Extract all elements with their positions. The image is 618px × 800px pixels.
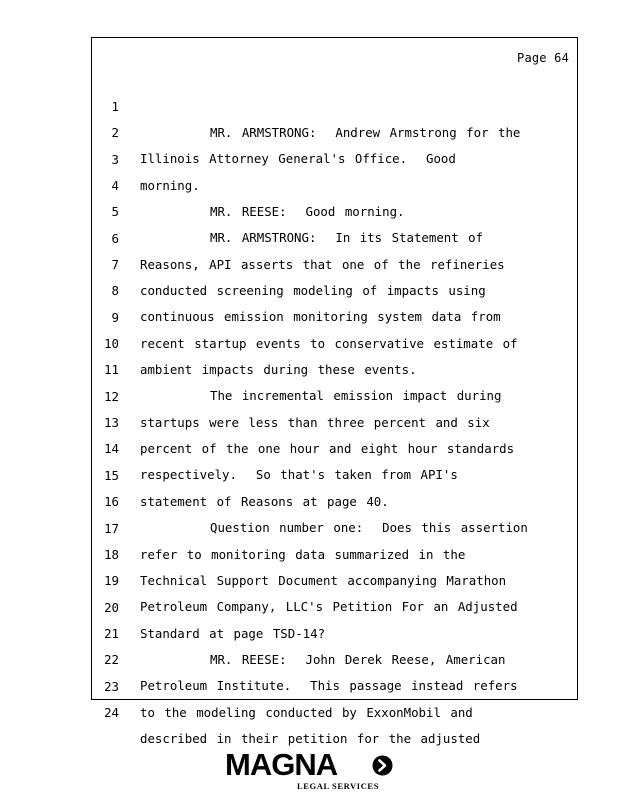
logo-wordmark: MAGNA bbox=[225, 747, 338, 782]
line-number: 14 bbox=[104, 441, 119, 457]
line-number: 4 bbox=[111, 178, 119, 194]
line-text: conducted screening modeling of impacts using bbox=[140, 283, 486, 299]
line-text: MR. ARMSTRONG: In its Statement of bbox=[210, 230, 484, 246]
line-number: 1 bbox=[111, 99, 119, 114]
line-number: 24 bbox=[104, 704, 119, 720]
line-text: Petroleum Institute. This passage instead refers bbox=[140, 678, 518, 694]
line-number: 17 bbox=[104, 520, 119, 536]
line-text: to the modeling conducted by ExxonMobil and bbox=[140, 704, 473, 720]
line-number: 12 bbox=[104, 388, 119, 404]
line-text: MR. REESE: John Derek Reese, American bbox=[210, 651, 506, 667]
line-text: respectively. So that's taken from API's bbox=[140, 467, 458, 483]
line-text: Reasons, API asserts that one of the refineries bbox=[140, 256, 505, 272]
line-text: Illinois Attorney General's Office. Good bbox=[140, 151, 456, 167]
line-number: 2 bbox=[111, 125, 119, 141]
line-number: 16 bbox=[104, 494, 119, 510]
line-number: 23 bbox=[104, 678, 119, 694]
line-text: Standard at page TSD-14? bbox=[140, 625, 326, 641]
line-text: MR. ARMSTRONG: Andrew Armstrong for the bbox=[210, 125, 521, 140]
line-text: MR. REESE: Good morning. bbox=[210, 204, 405, 220]
line-number: 5 bbox=[111, 204, 119, 220]
page-number: Page 64 bbox=[517, 51, 569, 65]
line-text: Petroleum Company, LLC's Petition For an Adjusted bbox=[140, 599, 518, 615]
line-number: 7 bbox=[111, 257, 119, 273]
line-number: 21 bbox=[104, 625, 119, 641]
right-arrow-circle-icon bbox=[372, 755, 393, 776]
line-text: The incremental emission impact during bbox=[210, 388, 502, 404]
transcript-line bbox=[92, 147, 577, 220]
line-text: ambient impacts during these events. bbox=[140, 362, 417, 378]
line-number: 6 bbox=[111, 230, 119, 246]
line-text: percent of the one hour and eight hour standards bbox=[140, 441, 515, 457]
line-number: 3 bbox=[111, 151, 119, 167]
magna-logo bbox=[225, 748, 395, 792]
transcript-lines bbox=[92, 68, 577, 746]
transcript-page bbox=[91, 37, 578, 746]
line-number: 13 bbox=[104, 415, 119, 431]
line-text: continuous emission monitoring system data from bbox=[140, 309, 501, 325]
line-number: 9 bbox=[111, 309, 119, 325]
transcript-line bbox=[92, 68, 577, 140]
line-number: 15 bbox=[104, 467, 119, 483]
line-text: refer to monitoring data summarized in the bbox=[140, 546, 466, 562]
line-text: described in their petition for the adjusted bbox=[140, 730, 481, 746]
line-text: startups were less than three percent and six bbox=[140, 414, 490, 430]
line-text: Technical Support Document accompanying Marathon bbox=[140, 572, 507, 588]
line-number: 22 bbox=[104, 652, 119, 668]
line-text: morning. bbox=[140, 177, 200, 193]
line-number: 18 bbox=[104, 546, 119, 562]
line-number: 8 bbox=[111, 283, 119, 299]
line-text: statement of Reasons at page 40. bbox=[140, 493, 389, 509]
line-number: 10 bbox=[104, 336, 119, 352]
line-number: 11 bbox=[104, 362, 119, 378]
logo-subtitle: LEGAL SERVICES bbox=[297, 781, 380, 791]
line-text: recent startup events to conservative estimate of bbox=[140, 335, 518, 351]
line-number: 20 bbox=[104, 599, 119, 615]
line-number: 19 bbox=[104, 573, 119, 589]
line-text: Question number one: Does this assertion bbox=[210, 520, 528, 536]
